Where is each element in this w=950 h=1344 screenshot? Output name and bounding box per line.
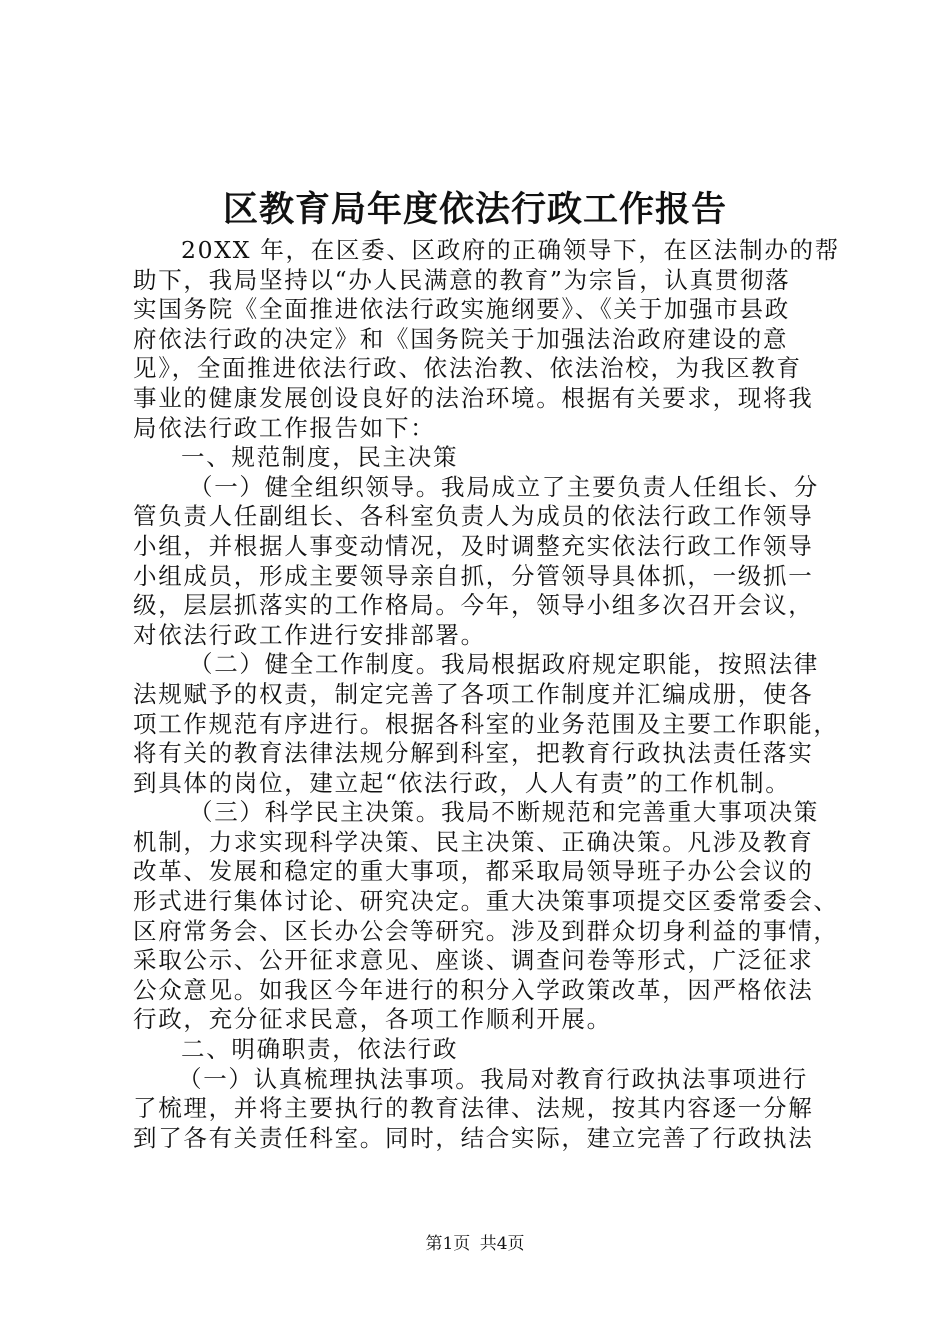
paragraph-line: 府依法行政的决定》和《国务院关于加强法治政府建设的意	[133, 324, 789, 353]
paragraph-line: （二）健全工作制度。我局根据政府规定职能，按照法律	[189, 650, 819, 679]
page-number: 第1页	[425, 1234, 471, 1254]
paragraph-line: 形式进行集体讨论、研究决定。重大决策事项提交区委常委会、	[133, 887, 839, 916]
paragraph-line: 法规赋予的权责，制定完善了各项工作制度并汇编成册，使各	[133, 679, 814, 708]
paragraph-line: （一）认真梳理执法事项。我局对教育行政执法事项进行	[178, 1064, 808, 1093]
paragraph-line: 事业的健康发展创设良好的法治环境。根据有关要求，现将我	[133, 383, 814, 412]
paragraph-line: 到了各有关责任科室。同时，结合实际，建立完善了行政执法	[133, 1123, 814, 1152]
section-heading: 一、规范制度，民主决策	[181, 443, 459, 472]
paragraph-line: 小组，并根据人事变动情况，及时调整充实依法行政工作领导	[133, 531, 814, 560]
document-body	[133, 236, 840, 1153]
paragraph-line: 管负责人任副组长、各科室负责人为成员的依法行政工作领导	[133, 502, 814, 531]
paragraph-line: 级，层层抓落实的工作格局。今年，领导小组多次召开会议，	[133, 591, 814, 620]
paragraph-line: 小组成员，形成主要领导亲自抓，分管领导具体抓，一级抓一	[133, 561, 814, 590]
paragraph-line: 20XX 年，在区委、区政府的正确领导下，在区法制办的帮	[181, 236, 840, 264]
paragraph-line: 行政，充分征求民意，各项工作顺利开展。	[133, 1005, 612, 1034]
document-title: 区教育局年度依法行政工作报告	[222, 189, 727, 230]
paragraph-line: 实国务院《全面推进依法行政实施纲要》、《关于加强市县政	[133, 295, 790, 324]
paragraph-line: 公众意见。如我区今年进行的积分入学政策改革，因严格依法	[133, 975, 814, 1004]
paragraph-line: 改革、发展和稳定的重大事项，都采取局领导班子办公会议的	[133, 857, 814, 886]
paragraph-line: （一）健全组织领导。我局成立了主要负责人任组长、分	[189, 472, 819, 501]
page-footer	[0, 1233, 950, 1255]
paragraph-line: 对依法行政工作进行安排部署。	[133, 620, 486, 649]
paragraph-line: 区府常务会、区长办公会等研究。涉及到群众切身利益的事情，	[133, 916, 839, 945]
paragraph-line: 见》，全面推进依法行政、依法治教、依法治校，为我区教育	[133, 354, 802, 383]
paragraph-line: （三）科学民主决策。我局不断规范和完善重大事项决策	[189, 798, 819, 827]
section-heading: 二、明确职责，依法行政	[181, 1035, 459, 1064]
paragraph-line: 机制，力求实现科学决策、民主决策、正确决策。凡涉及教育	[133, 827, 814, 856]
page-total: 共4页	[479, 1234, 525, 1254]
paragraph-line: 采取公示、公开征求意见、座谈、调查问卷等形式，广泛征求	[133, 946, 814, 975]
paragraph-line: 到具体的岗位，建立起“依法行政，人人有责”的工作机制。	[133, 768, 791, 797]
paragraph-line: 项工作规范有序进行。根据各科室的业务范围及主要工作职能，	[133, 709, 839, 738]
paragraph-line: 局依法行政工作报告如下：	[133, 413, 436, 442]
paragraph-line: 了梳理，并将主要执行的教育法律、法规，按其内容逐一分解	[133, 1094, 814, 1123]
paragraph-line: 助下，我局坚持以“办人民满意的教育”为宗旨，认真贯彻落	[133, 265, 791, 294]
paragraph-line: 将有关的教育法律法规分解到科室，把教育行政执法责任落实	[133, 739, 814, 768]
